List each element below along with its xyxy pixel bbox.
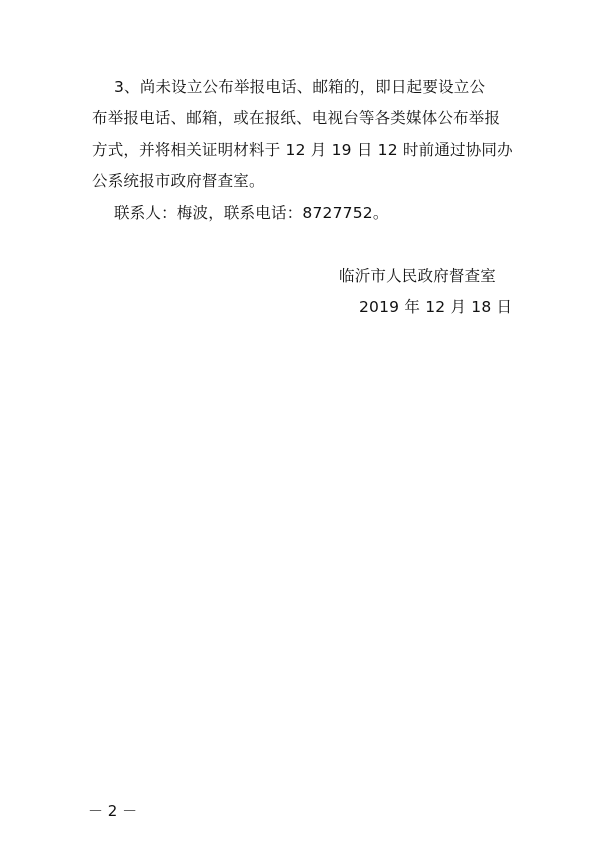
paragraph-line-3: 方式，并将相关证明材料于 12 月 19 日 12 时前通过协同办	[92, 141, 513, 159]
contact-line: 联系人：梅波，联系电话：8727752。	[114, 204, 389, 222]
paragraph-line-2: 布举报电话、邮箱，或在报纸、电视台等各类媒体公布举报	[92, 109, 501, 127]
paragraph-line-1: 3、尚未设立公布举报电话、邮箱的，即日起要设立公	[114, 78, 486, 96]
issue-date: 2019 年 12 月 18 日	[359, 298, 513, 316]
issuing-organization: 临沂市人民政府督查室	[339, 267, 497, 285]
page-number: － 2 －	[88, 802, 138, 820]
paragraph-line-4: 公系统报市政府督查室。	[92, 172, 265, 190]
